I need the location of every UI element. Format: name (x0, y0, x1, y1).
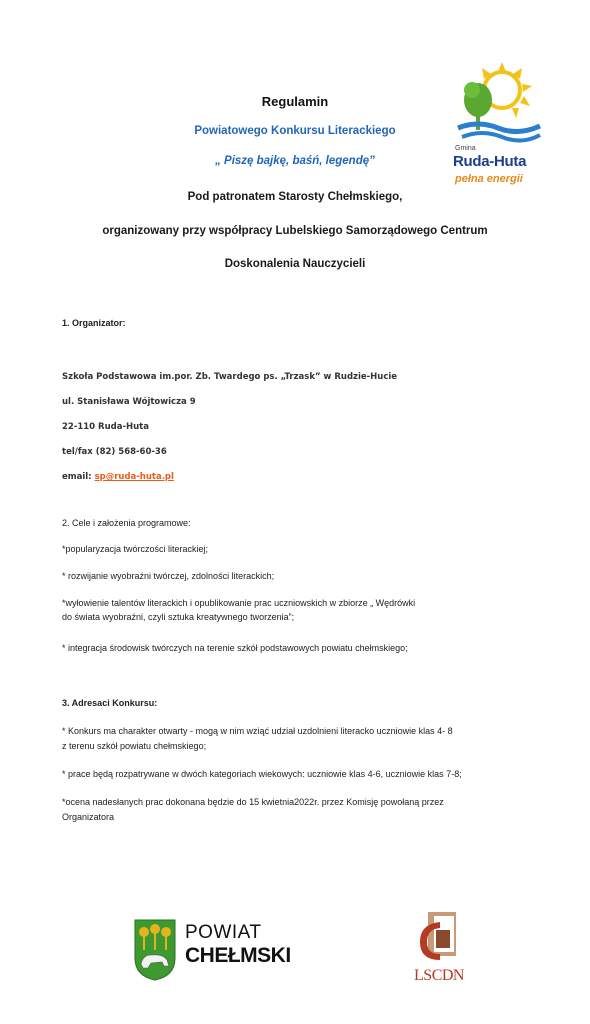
organizer-email-line (62, 472, 174, 482)
addressee-item: * Konkurs ma charakter otwarty - mogą w nim wziąć udział uzdolnieni literacko uczniowie klas 4- 8 (62, 726, 453, 736)
powiat-chelmski-logo (133, 918, 313, 988)
ruda-huta-name: Ruda-Huta (453, 153, 527, 170)
powiat-line1: POWIAT (185, 922, 262, 943)
addressee-item-cont: Organizatora (62, 812, 115, 822)
goal-item: * integracja środowisk twórczych na terenie szkół podstawowych powiatu chełmskiego; (62, 643, 408, 653)
addressee-item: * prace będą rozpatrywane w dwóch kategoriach wiekowych: uczniowie klas 4-6, uczniowie klas 7-8; (62, 769, 462, 779)
organizer-postal: 22-110 Ruda-Huta (62, 422, 149, 432)
organized-with-line-cont: Doskonalenia Nauczycieli (224, 258, 366, 270)
goal-item-cont: do świata wyobraźni, czyli sztuka kreatywnego tworzenia”; (62, 612, 295, 622)
lscdn-mark-icon (414, 912, 460, 964)
ruda-huta-tagline: pełna energii (455, 173, 523, 185)
goal-item: *wyłowienie talentów literackich i opublikowanie prac uczniowskich w zbiorze „ Wędrówki (62, 598, 416, 608)
ruda-huta-gmina: Gmina (455, 145, 476, 152)
organized-with-line: organizowany przy współpracy Lubelskiego Samorządowego Centrum (102, 225, 488, 237)
contest-name: Powiatowego Konkursu Literackiego (194, 125, 396, 137)
addressee-item: *ocena nadesłanych prac dokonana będzie do 15 kwietnia2022r. przez Komisję powołaną przez (62, 797, 444, 807)
powiat-shield-icon (133, 918, 177, 982)
section-goals-heading: 2. Cele i założenia programowe: (62, 518, 191, 528)
patronage-line: Pod patronatem Starosty Chełmskiego, (187, 191, 403, 203)
section-organizer-heading: 1. Organizator: (62, 318, 126, 328)
lscdn-logo (400, 912, 478, 992)
goal-item: * rozwijanie wyobraźni twórczej, zdolności literackich; (62, 571, 275, 581)
addressee-item-cont: z terenu szkół powiatu chełmskiego; (62, 741, 207, 751)
email-link[interactable]: sp@ruda-huta.pl (94, 472, 174, 482)
organizer-street: ul. Stanisława Wójtowicza 9 (62, 397, 196, 407)
lscdn-text: LSCDN (414, 967, 464, 984)
contest-motto: „ Piszę bajkę, baśń, legendę” (215, 155, 375, 167)
document-title: Regulamin (261, 94, 329, 109)
organizer-phone: tel/fax (82) 568-60-36 (62, 447, 167, 457)
goal-item: *popularyzacja twórczości literackiej; (62, 544, 209, 554)
email-label: email: (62, 472, 92, 482)
powiat-line2: CHEŁMSKI (185, 944, 291, 967)
organizer-school: Szkoła Podstawowa im.por. Zb. Twardego ps. „Trzask” w Rudzie-Hucie (62, 372, 398, 382)
section-addressees-heading: 3. Adresaci Konkursu: (62, 698, 158, 708)
